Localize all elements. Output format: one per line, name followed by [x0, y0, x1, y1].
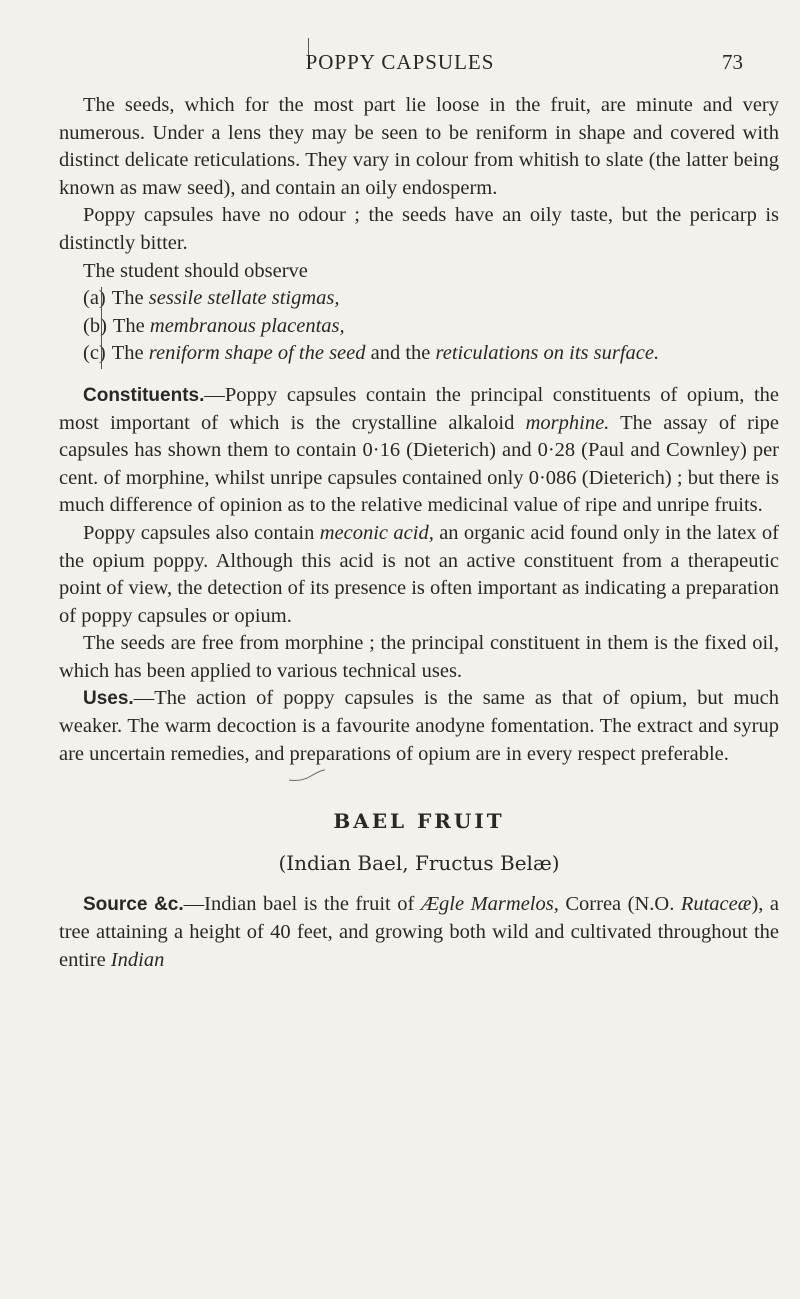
section-heading-constituents: Constituents.: [83, 384, 205, 406]
paragraph-odour: Poppy capsules have no odour ; the seeds have an oily taste, but the pericarp is distinctly bitter.: [59, 204, 779, 254]
section-heading-source: Source &c.: [83, 894, 184, 916]
section-subtitle-bael: (Indian Bael, Fructus Belæ): [278, 850, 560, 875]
section-title-bael: BAEL FRUIT: [333, 809, 505, 834]
page-number: 73: [722, 50, 743, 74]
list-item: (b) The membranous placentas,: [83, 314, 345, 337]
observe-list: [83, 285, 779, 368]
section-heading-uses: Uses.: [83, 688, 134, 710]
running-header: POPPY CAPSULES: [305, 50, 495, 74]
list-bracket: [101, 287, 103, 369]
paragraph-constituents: Constituents.—Poppy capsules contain the principal constituents of opium, the most important of which is the crystalline alkaloid morphine. The assay of ripe capsules has shown them to contain 0·16 (Dieterich) and 0·28 (Paul and Cownley) per cent. of morphine, whilst unripe capsules contained only 0·086 (Dieterich) ; but there is much difference of opinion as to the relative medicinal value of ripe and unripe fruits.: [59, 383, 779, 517]
paragraph-meconic: Poppy capsules also contain meconic acid, an organic acid found only in the latex of the opium poppy. Although this acid is not an active constituent from a therapeutic point of view, the detection of its presence is often important as indicating a preparation of poppy capsules or opium.: [59, 521, 779, 627]
paragraph-seed-oil: The seeds are free from morphine ; the principal constituent in them is the fixed oil, which has been applied to various technical uses.: [59, 632, 779, 682]
list-item: (a) The sessile stellate stigmas,: [83, 287, 340, 310]
paragraph-observe: The student should observe: [83, 259, 308, 282]
page-body: [59, 92, 779, 974]
paragraph-source: Source &c.—Indian bael is the fruit of Ægle Marmelos, Correa (N.O. Rutaceæ), a tree attaining a height of 40 feet, and growing both wild and cultivated throughout the entire Indian: [59, 893, 779, 971]
paragraph-seeds: The seeds, which for the most part lie loose in the fruit, are minute and very numerous. Under a lens they may be seen to be reniform in shape and covered with distinct delicate reticulations. They vary in colour from whitish to slate (the latter being known as maw seed), and contain an oily endosperm.: [59, 94, 779, 199]
paragraph-uses: Uses.—The action of poppy capsules is the same as that of opium, but much weaker. The warm decoction is a favourite anodyne fomentation. The extract and syrup are uncertain remedies, and preparations of opium are in every respect preferable.: [59, 687, 779, 765]
list-item: (c) The reniform shape of the seed and the reticulations on its surface.: [83, 342, 660, 365]
